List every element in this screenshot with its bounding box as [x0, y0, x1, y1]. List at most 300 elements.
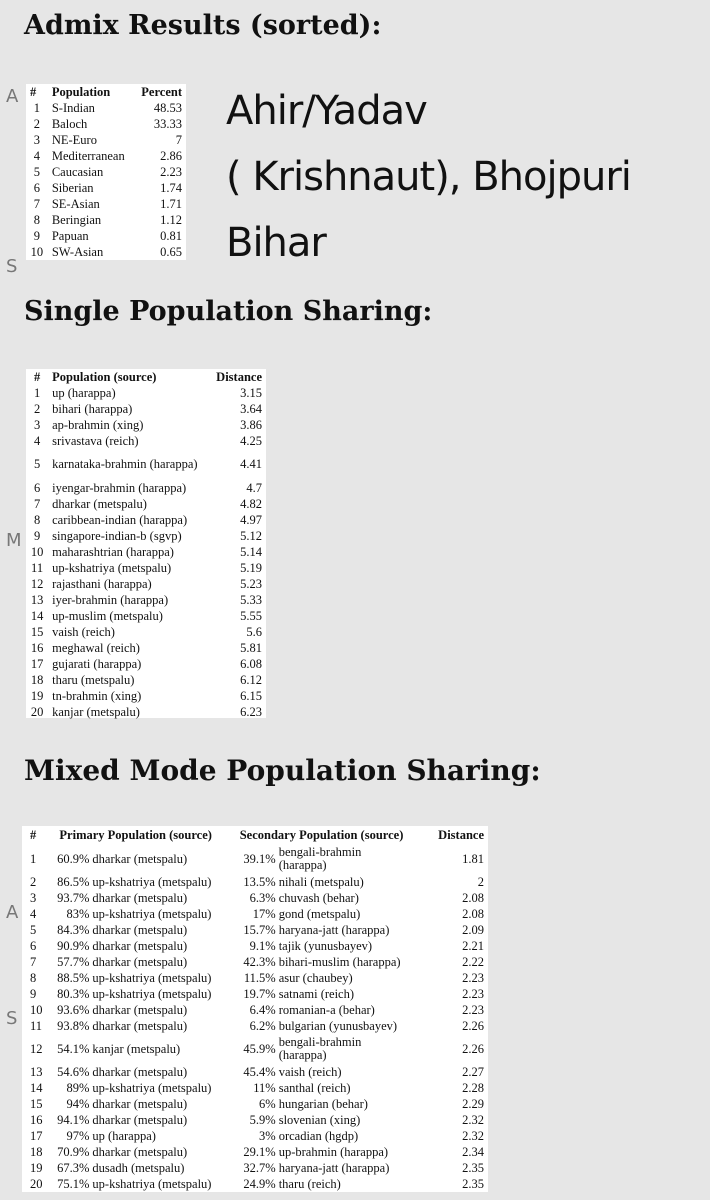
primary-population: up-kshatriya (metspalu): [92, 1080, 212, 1095]
secondary-percent: 45.9%: [243, 1041, 276, 1056]
population-cell: up (harappa): [52, 385, 116, 400]
table-row: [22, 1002, 488, 1018]
secondary-population: satnami (reich): [278, 986, 355, 1001]
distance-cell: 2.26: [462, 1041, 484, 1056]
primary-population-wrap: [53, 955, 231, 970]
secondary-population-cell: [236, 1176, 428, 1192]
distance-cell: 3.86: [240, 417, 262, 432]
primary-population-wrap: [53, 1177, 231, 1192]
population-cell: tharu (metspalu): [52, 672, 135, 687]
table-row: [26, 640, 266, 656]
primary-population-cell: [49, 1018, 235, 1034]
row-index: 8: [30, 970, 37, 985]
primary-population-cell: [49, 1002, 235, 1018]
secondary-percent: 24.9%: [243, 1176, 276, 1191]
table-row: [22, 1128, 488, 1144]
table-row: [26, 196, 186, 212]
primary-population-cell: [49, 890, 235, 906]
table-row: [22, 938, 488, 954]
population-cell: gujarati (harappa): [52, 656, 142, 671]
primary-population: dharkar (metspalu): [92, 1144, 188, 1159]
secondary-percent: 15.7%: [243, 922, 276, 937]
primary-population-wrap: [53, 891, 231, 906]
row-index: 6: [33, 480, 41, 495]
distance-cell: 2.35: [462, 1176, 484, 1191]
row-index: 10: [30, 244, 44, 259]
population-cell: Baloch: [51, 116, 88, 131]
secondary-population: bengali-brahmin (harappa): [278, 845, 362, 872]
column-header-primary: Primary Population (source): [59, 827, 212, 842]
distance-cell: 2.34: [462, 1144, 484, 1159]
primary-population-wrap: [53, 1081, 231, 1096]
primary-population: dharkar (metspalu): [92, 954, 188, 969]
primary-population-cell: [49, 906, 235, 922]
secondary-percent: 32.7%: [243, 1160, 276, 1175]
population-cell: SE-Asian: [51, 196, 100, 211]
primary-population-wrap: [53, 875, 231, 890]
secondary-percent: 39.1%: [243, 851, 276, 866]
percent-cell: 1.12: [160, 212, 182, 227]
table-row: [26, 480, 266, 496]
primary-population-wrap: [53, 1161, 231, 1176]
background-letter: A: [6, 86, 19, 107]
row-index: 2: [33, 401, 41, 416]
population-cell: S-Indian: [51, 100, 95, 115]
distance-cell: 5.55: [240, 608, 262, 623]
background-letter: S: [6, 256, 18, 277]
table-row: [26, 576, 266, 592]
secondary-population-cell: [236, 1096, 428, 1112]
admix-table-panel: [26, 84, 186, 260]
secondary-percent: 17%: [252, 906, 276, 921]
secondary-population-wrap: [240, 1161, 424, 1176]
primary-population-cell: [49, 1064, 235, 1080]
primary-percent: 67.3%: [57, 1160, 90, 1175]
distance-cell: 6.08: [240, 656, 262, 671]
primary-population-cell: [49, 1034, 235, 1064]
row-index: 1: [33, 100, 41, 115]
population-cell: singapore-indian-b (sgvp): [52, 528, 182, 543]
primary-percent: 90.9%: [57, 938, 90, 953]
table-row: [22, 906, 488, 922]
distance-cell: 5.23: [240, 576, 262, 591]
population-cell: iyer-brahmin (harappa): [52, 592, 169, 607]
distance-cell: 4.82: [240, 496, 262, 511]
caption-line: ( Krishnaut), Bhojpuri: [226, 154, 631, 200]
secondary-population-wrap: [240, 987, 424, 1002]
primary-percent: 60.9%: [57, 851, 90, 866]
primary-population: up-kshatriya (metspalu): [92, 906, 212, 921]
secondary-population-cell: [236, 844, 428, 874]
distance-cell: 4.97: [240, 512, 262, 527]
secondary-population: bulgarian (yunusbayev): [278, 1018, 398, 1033]
row-index: 12: [30, 1041, 43, 1056]
primary-population: dharkar (metspalu): [92, 1096, 188, 1111]
column-header-index: #: [33, 369, 41, 384]
primary-population-wrap: [53, 987, 231, 1002]
secondary-population-wrap: [240, 1177, 424, 1192]
row-index: 3: [33, 132, 41, 147]
row-index: 19: [30, 1160, 43, 1175]
secondary-population-cell: [236, 890, 428, 906]
table-header-row: [26, 369, 266, 385]
population-cell: srivastava (reich): [52, 433, 139, 448]
table-row: [26, 656, 266, 672]
row-index: 8: [33, 512, 41, 527]
percent-cell: 7: [175, 132, 182, 147]
row-index: 17: [30, 1128, 43, 1143]
row-index: 5: [33, 164, 41, 179]
table-row: [22, 922, 488, 938]
column-header-population: Population (source): [52, 369, 157, 384]
table-row: [22, 890, 488, 906]
secondary-population-cell: [236, 1128, 428, 1144]
secondary-population-wrap: [240, 1129, 424, 1144]
distance-cell: 2.28: [462, 1080, 484, 1095]
secondary-population-wrap: [240, 846, 424, 872]
secondary-population: nihali (metspalu): [278, 874, 364, 889]
secondary-population: asur (chaubey): [278, 970, 353, 985]
primary-percent: 88.5%: [57, 970, 90, 985]
population-cell: iyengar-brahmin (harappa): [52, 480, 187, 495]
secondary-percent: 45.4%: [243, 1064, 276, 1079]
table-row: [26, 592, 266, 608]
table-row: [22, 986, 488, 1002]
caption-line: Bihar: [226, 220, 326, 266]
distance-cell: 2.23: [462, 970, 484, 985]
secondary-population-wrap: [240, 1145, 424, 1160]
population-cell: karnataka-brahmin (harappa): [52, 457, 198, 471]
row-index: 16: [30, 1112, 43, 1127]
percent-cell: 0.65: [160, 244, 182, 259]
row-index: 7: [33, 196, 41, 211]
table-row: [22, 1064, 488, 1080]
secondary-population-cell: [236, 1160, 428, 1176]
row-index: 4: [33, 433, 41, 448]
table-row: [22, 1144, 488, 1160]
table-row: [22, 874, 488, 890]
secondary-percent: 6.3%: [249, 890, 276, 905]
distance-cell: 5.19: [240, 560, 262, 575]
primary-population: dharkar (metspalu): [92, 1002, 188, 1017]
population-cell: bihari (harappa): [52, 401, 133, 416]
distance-cell: 6.23: [240, 704, 262, 719]
distance-cell: 2.32: [462, 1128, 484, 1143]
distance-cell: 3.15: [240, 385, 262, 400]
secondary-population-cell: [236, 874, 428, 890]
percent-cell: 33.33: [153, 116, 182, 131]
primary-population-cell: [49, 986, 235, 1002]
primary-percent: 75.1%: [57, 1176, 90, 1191]
primary-percent: 57.7%: [57, 954, 90, 969]
distance-cell: 2.23: [462, 1002, 484, 1017]
population-cell: up-kshatriya (metspalu): [52, 560, 172, 575]
population-cell: SW-Asian: [51, 244, 104, 259]
population-cell: maharashtrian (harappa): [52, 544, 174, 559]
primary-population-wrap: [53, 1042, 231, 1057]
row-index: 4: [30, 906, 37, 921]
row-index: 2: [33, 116, 41, 131]
primary-population-cell: [49, 1160, 235, 1176]
secondary-population-cell: [236, 1064, 428, 1080]
secondary-population-cell: [236, 1080, 428, 1096]
row-index: 18: [30, 1144, 43, 1159]
primary-population-wrap: [53, 907, 231, 922]
secondary-population-cell: [236, 970, 428, 986]
distance-cell: 2.23: [462, 986, 484, 1001]
secondary-population-wrap: [240, 939, 424, 954]
mixed-mode-title: Mixed Mode Population Sharing:: [24, 754, 541, 787]
table-row: [26, 496, 266, 512]
row-index: 13: [30, 1064, 43, 1079]
row-index: 9: [33, 228, 41, 243]
secondary-population-wrap: [240, 1019, 424, 1034]
row-index: 20: [30, 704, 44, 719]
table-row: [26, 385, 266, 401]
table-row: [26, 100, 186, 116]
percent-cell: 0.81: [160, 228, 182, 243]
secondary-percent: 11%: [253, 1080, 276, 1095]
table-row: [26, 164, 186, 180]
distance-cell: 5.14: [240, 544, 262, 559]
percent-cell: 2.86: [160, 148, 182, 163]
primary-percent: 97%: [66, 1128, 90, 1143]
background-letter: S: [6, 1008, 18, 1029]
primary-percent: 80.3%: [57, 986, 90, 1001]
primary-percent: 89%: [66, 1080, 90, 1095]
table-row: [26, 401, 266, 417]
primary-population-wrap: [53, 1065, 231, 1080]
row-index: 5: [30, 922, 37, 937]
secondary-population-wrap: [240, 1113, 424, 1128]
primary-population-cell: [49, 1112, 235, 1128]
secondary-percent: 29.1%: [243, 1144, 276, 1159]
distance-cell: 2.22: [462, 954, 484, 969]
table-row: [26, 180, 186, 196]
primary-population: dharkar (metspalu): [92, 938, 188, 953]
row-index: 2: [30, 874, 37, 889]
population-cell: Beringian: [51, 212, 102, 227]
distance-cell: 1.81: [462, 851, 484, 866]
secondary-population: tajik (yunusbayev): [278, 938, 373, 953]
secondary-percent: 42.3%: [243, 954, 276, 969]
mixed-mode-table-panel: [22, 826, 488, 1192]
column-header-distance: Distance: [216, 369, 262, 384]
primary-population: dharkar (metspalu): [92, 1112, 188, 1127]
table-row: [26, 433, 266, 449]
row-index: 10: [30, 544, 44, 559]
primary-percent: 54.1%: [57, 1041, 90, 1056]
table-row: [26, 417, 266, 433]
single-population-table-panel: [26, 369, 266, 718]
admix-table: [26, 84, 186, 260]
table-row: [26, 449, 266, 480]
distance-cell: 2.21: [462, 938, 484, 953]
primary-percent: 93.8%: [57, 1018, 90, 1033]
percent-cell: 1.74: [160, 180, 182, 195]
single-population-table: [26, 369, 266, 720]
distance-cell: 5.6: [246, 624, 262, 639]
column-header-percent: Percent: [141, 84, 182, 99]
primary-population-wrap: [53, 1145, 231, 1160]
row-index: 5: [33, 457, 41, 471]
distance-cell: 2.08: [462, 890, 484, 905]
primary-population-cell: [49, 970, 235, 986]
primary-population: kanjar (metspalu): [92, 1041, 181, 1056]
distance-cell: 2.29: [462, 1096, 484, 1111]
secondary-percent: 9.1%: [249, 938, 276, 953]
row-index: 4: [33, 148, 41, 163]
row-index: 7: [33, 496, 41, 511]
row-index: 6: [30, 938, 37, 953]
distance-cell: 2.26: [462, 1018, 484, 1033]
primary-percent: 94%: [66, 1096, 90, 1111]
row-index: 3: [30, 890, 37, 905]
mixed-mode-table: [22, 826, 488, 1192]
row-index: 13: [30, 592, 44, 607]
table-row: [26, 688, 266, 704]
caption-line: Ahir/Yadav: [226, 88, 427, 134]
row-index: 15: [30, 1096, 43, 1111]
primary-population: dharkar (metspalu): [92, 922, 188, 937]
percent-cell: 48.53: [153, 100, 182, 115]
secondary-percent: 6%: [259, 1096, 276, 1111]
secondary-population-cell: [236, 938, 428, 954]
row-index: 16: [30, 640, 44, 655]
distance-cell: 3.64: [240, 401, 262, 416]
table-row: [26, 212, 186, 228]
column-header-index: #: [30, 827, 37, 842]
secondary-population: up-brahmin (harappa): [278, 1144, 389, 1159]
secondary-population-wrap: [240, 1036, 424, 1062]
table-row: [26, 132, 186, 148]
secondary-population-cell: [236, 1018, 428, 1034]
secondary-percent: 6.2%: [249, 1018, 276, 1033]
distance-cell: 4.41: [240, 457, 262, 471]
primary-population: up-kshatriya (metspalu): [92, 986, 212, 1001]
secondary-percent: 5.9%: [249, 1112, 276, 1127]
row-index: 6: [33, 180, 41, 195]
table-row: [26, 624, 266, 640]
table-row: [26, 544, 266, 560]
primary-population: up-kshatriya (metspalu): [92, 970, 212, 985]
primary-population: dharkar (metspalu): [92, 851, 188, 866]
row-index: 3: [33, 417, 41, 432]
primary-population-wrap: [53, 1129, 231, 1144]
secondary-population: santhal (reich): [278, 1080, 351, 1095]
single-population-title: Single Population Sharing:: [24, 296, 433, 327]
row-index: 17: [30, 656, 44, 671]
population-cell: Mediterranean: [51, 148, 125, 163]
secondary-population: bihari-muslim (harappa): [278, 954, 401, 969]
admix-title: Admix Results (sorted):: [24, 10, 382, 41]
secondary-population-wrap: [240, 907, 424, 922]
population-cell: dharkar (metspalu): [52, 496, 147, 511]
primary-population-cell: [49, 938, 235, 954]
table-row: [22, 844, 488, 874]
table-row: [26, 560, 266, 576]
population-cell: caribbean-indian (harappa): [52, 512, 188, 527]
table-row: [22, 1176, 488, 1192]
table-header-row: [22, 826, 488, 844]
row-index: 12: [30, 576, 44, 591]
secondary-population-wrap: [240, 923, 424, 938]
primary-population-wrap: [53, 971, 231, 986]
table-row: [22, 970, 488, 986]
primary-population-wrap: [53, 1113, 231, 1128]
table-row: [26, 528, 266, 544]
population-cell: vaish (reich): [52, 624, 115, 639]
population-cell: meghawal (reich): [52, 640, 140, 655]
table-row: [22, 1096, 488, 1112]
percent-cell: 1.71: [160, 196, 182, 211]
primary-population-cell: [49, 1176, 235, 1192]
distance-cell: 5.81: [240, 640, 262, 655]
secondary-population: gond (metspalu): [278, 906, 361, 921]
primary-population: dharkar (metspalu): [92, 1064, 188, 1079]
secondary-population-cell: [236, 1034, 428, 1064]
distance-cell: 5.33: [240, 592, 262, 607]
population-cell: tn-brahmin (xing): [52, 688, 142, 703]
row-index: 15: [30, 624, 44, 639]
secondary-population: haryana-jatt (harappa): [278, 1160, 390, 1175]
secondary-population-cell: [236, 1144, 428, 1160]
secondary-population: chuvash (behar): [278, 890, 359, 905]
primary-population-wrap: [53, 939, 231, 954]
table-row: [26, 116, 186, 132]
secondary-population-wrap: [240, 1065, 424, 1080]
secondary-percent: 3%: [259, 1128, 276, 1143]
primary-percent: 86.5%: [57, 874, 90, 889]
secondary-population-wrap: [240, 971, 424, 986]
secondary-percent: 19.7%: [243, 986, 276, 1001]
primary-population-wrap: [53, 1003, 231, 1018]
distance-cell: 2.09: [462, 922, 484, 937]
secondary-population-cell: [236, 906, 428, 922]
secondary-population-cell: [236, 922, 428, 938]
row-index: 9: [30, 986, 37, 1001]
table-row: [26, 148, 186, 164]
secondary-population: orcadian (hgdp): [278, 1128, 359, 1143]
background-letter: A: [6, 902, 19, 923]
primary-percent: 93.7%: [57, 890, 90, 905]
primary-population-cell: [49, 1144, 235, 1160]
secondary-population: tharu (reich): [278, 1176, 341, 1191]
row-index: 11: [31, 560, 44, 575]
row-index: 19: [30, 688, 44, 703]
primary-population-wrap: [53, 1097, 231, 1112]
row-index: 1: [30, 851, 37, 866]
secondary-population-wrap: [240, 891, 424, 906]
primary-population: dharkar (metspalu): [92, 1018, 188, 1033]
secondary-population-cell: [236, 954, 428, 970]
secondary-population-cell: [236, 986, 428, 1002]
primary-population-cell: [49, 1096, 235, 1112]
population-cell: up-muslim (metspalu): [52, 608, 163, 623]
distance-cell: 6.12: [240, 672, 262, 687]
primary-population-cell: [49, 1080, 235, 1096]
secondary-population: slovenian (xing): [278, 1112, 361, 1127]
primary-percent: 94.1%: [57, 1112, 90, 1127]
column-header-distance: Distance: [438, 827, 484, 842]
background-letter: M: [6, 530, 22, 551]
distance-cell: 6.15: [240, 688, 262, 703]
primary-population-wrap: [53, 1019, 231, 1034]
primary-population: dharkar (metspalu): [92, 890, 188, 905]
table-row: [22, 1018, 488, 1034]
row-index: 9: [33, 528, 41, 543]
table-row: [26, 672, 266, 688]
